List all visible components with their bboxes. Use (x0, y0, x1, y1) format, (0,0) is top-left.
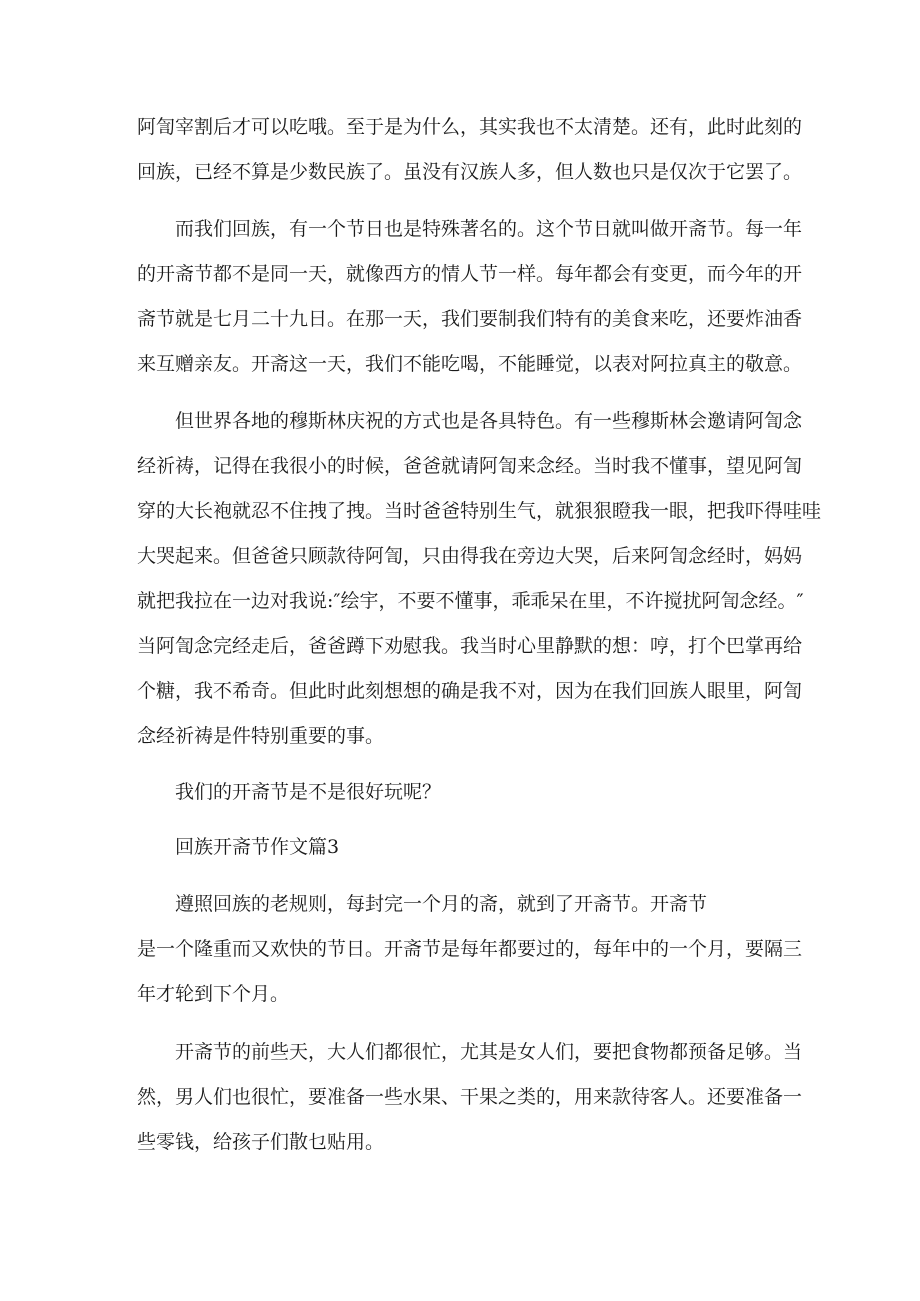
paragraph-3-line-4: 大哭起来。但爸爸只顾款待阿訇，只由得我在旁边大哭，后来阿訇念经时，妈妈 (137, 545, 803, 567)
paragraph-3-line-7: 个糖，我不希奇。但此时此刻想想的确是我不对，因为在我们回族人眼里，阿訇 (137, 680, 803, 702)
paragraph-4-line-1: 我们的开斋节是不是很好玩呢？ (175, 781, 442, 803)
paragraph-1-line-1: 阿訇宰割后才可以吃哦。至于是为什么，其实我也不太清楚。还有，此时此刻的 (137, 116, 803, 138)
paragraph-6-line-3: 些零钱，给孩子们散乜贴用。 (137, 1131, 385, 1153)
paragraph-6-line-2: 然，男人们也很忙，要准备一些水果、干果之类的，用来款待客人。还要准备一 (137, 1086, 803, 1108)
paragraph-3-line-8: 念经祈祷是件特别重要的事。 (137, 725, 385, 747)
paragraph-2-line-2: 的开斋节都不是同一天，就像西方的情人节一样。每年都会有变更，而今年的开 (137, 263, 803, 285)
section-title: 回族开斋节作文篇3 (175, 836, 340, 858)
paragraph-3-line-3: 穿的大长袍就忍不住拽了拽。当时爸爸特别生气，就狠狠瞪我一眼，把我吓得哇哇 (137, 500, 822, 522)
paragraph-5-line-3: 年才轮到下个月。 (137, 983, 290, 1005)
paragraph-6-line-1: 开斋节的前些天，大人们都很忙，尤其是女人们，要把食物都预备足够。当 (175, 1041, 803, 1063)
paragraph-3-line-1: 但世界各地的穆斯林庆祝的方式也是各具特色。有一些穆斯林会邀请阿訇念 (175, 410, 803, 432)
paragraph-3-line-5: 就把我拉在一边对我说:″绘宇，不要不懂事，乖乖呆在里，不许搅扰阿訇念经。″ (137, 590, 804, 612)
paragraph-5-line-1: 遵照回族的老规则，每封完一个月的斋，就到了开斋节。开斋节 (175, 893, 708, 915)
paragraph-3-line-2: 经祈祷，记得在我很小的时候，爸爸就请阿訇来念经。当时我不懂事，望见阿訇 (137, 455, 803, 477)
paragraph-3-line-6: 当阿訇念完经走后，爸爸蹲下劝慰我。我当时心里静默的想：哼，打个巴掌再给 (137, 635, 803, 657)
paragraph-2-line-4: 来互赠亲友。开斋这一天，我们不能吃喝，不能睡觉，以表对阿拉真主的敬意。 (137, 353, 803, 375)
paragraph-5-line-2: 是一个隆重而又欢快的节日。开斋节是每年都要过的，每年中的一个月，要隔三 (137, 938, 803, 960)
paragraph-2-line-3: 斋节就是七月二十九日。在那一天，我们要制我们特有的美食来吃，还要炸油香 (137, 308, 803, 330)
paragraph-1-line-2: 回族，已经不算是少数民族了。虽没有汉族人多，但人数也只是仅次于它罢了。 (137, 161, 803, 183)
paragraph-2-line-1: 而我们回族，有一个节日也是特殊著名的。这个节日就叫做开斋节。每一年 (175, 218, 803, 240)
